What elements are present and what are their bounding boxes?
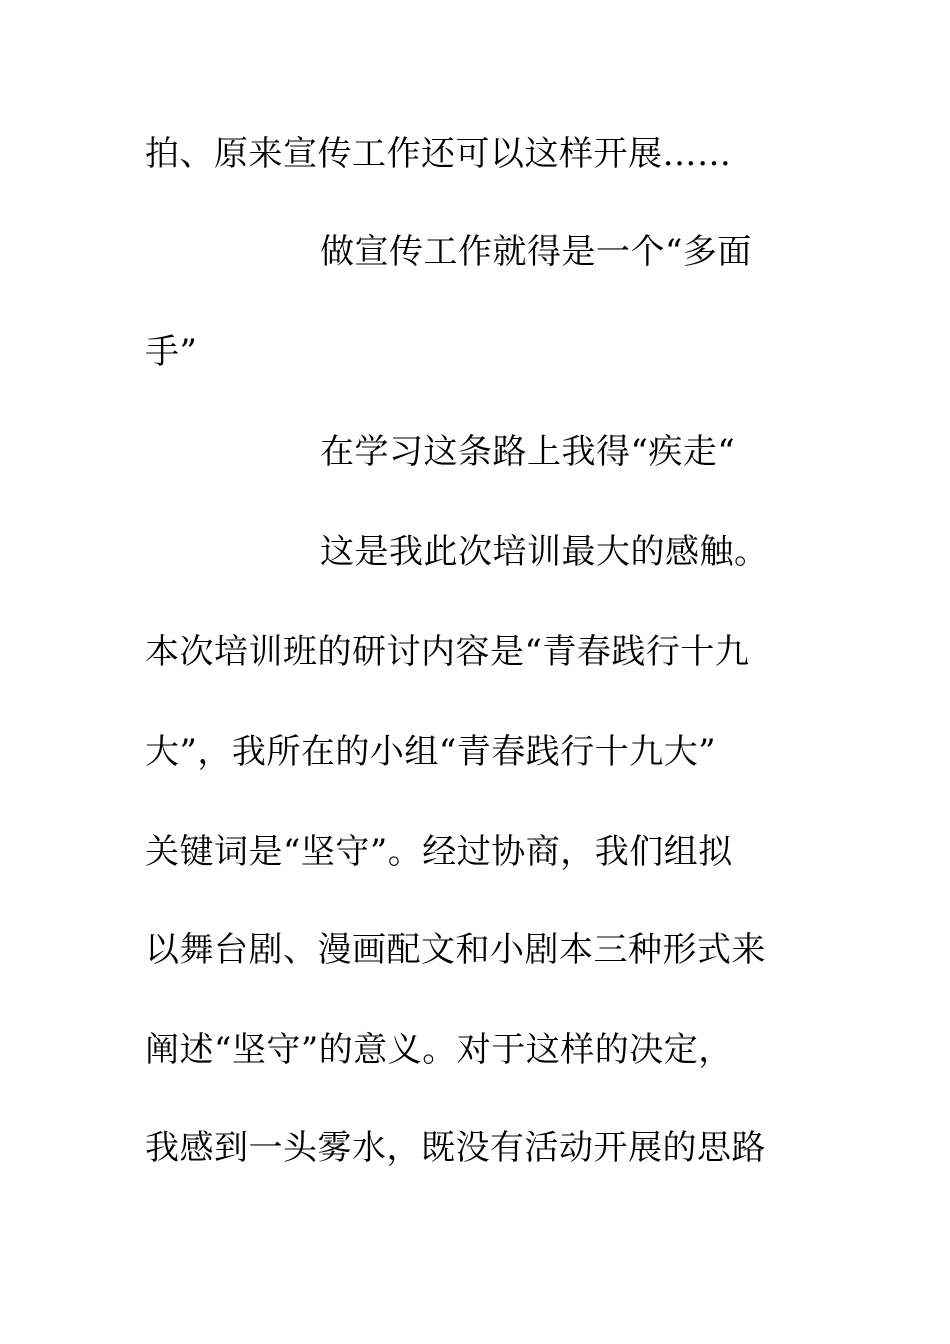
text-line-9: 以舞台剧、漫画配文和小剧本三种形式来 xyxy=(145,930,766,970)
text-line-1: 拍、原来宣传工作还可以这样开展…… xyxy=(145,134,732,174)
text-line-10: 阐述“坚守”的意义。对于这样的决定， xyxy=(145,1030,733,1070)
text-line-3: 手” xyxy=(145,332,198,372)
text-line-5: 这是我此次培训最大的感触。 xyxy=(320,532,769,572)
text-line-4: 在学习这条路上我得“疾走“ xyxy=(320,432,736,472)
text-line-7: 大”，我所在的小组“青春践行十九大” xyxy=(145,732,717,772)
text-line-6: 本次培训班的研讨内容是“青春践行十九 xyxy=(145,632,750,672)
text-line-2: 做宣传工作就得是一个“多面 xyxy=(320,232,752,272)
text-line-11: 我感到一头雾水，既没有活动开展的思路 xyxy=(145,1128,766,1168)
text-line-8: 关键词是“坚守”。经过协商，我们组拟 xyxy=(145,832,733,872)
